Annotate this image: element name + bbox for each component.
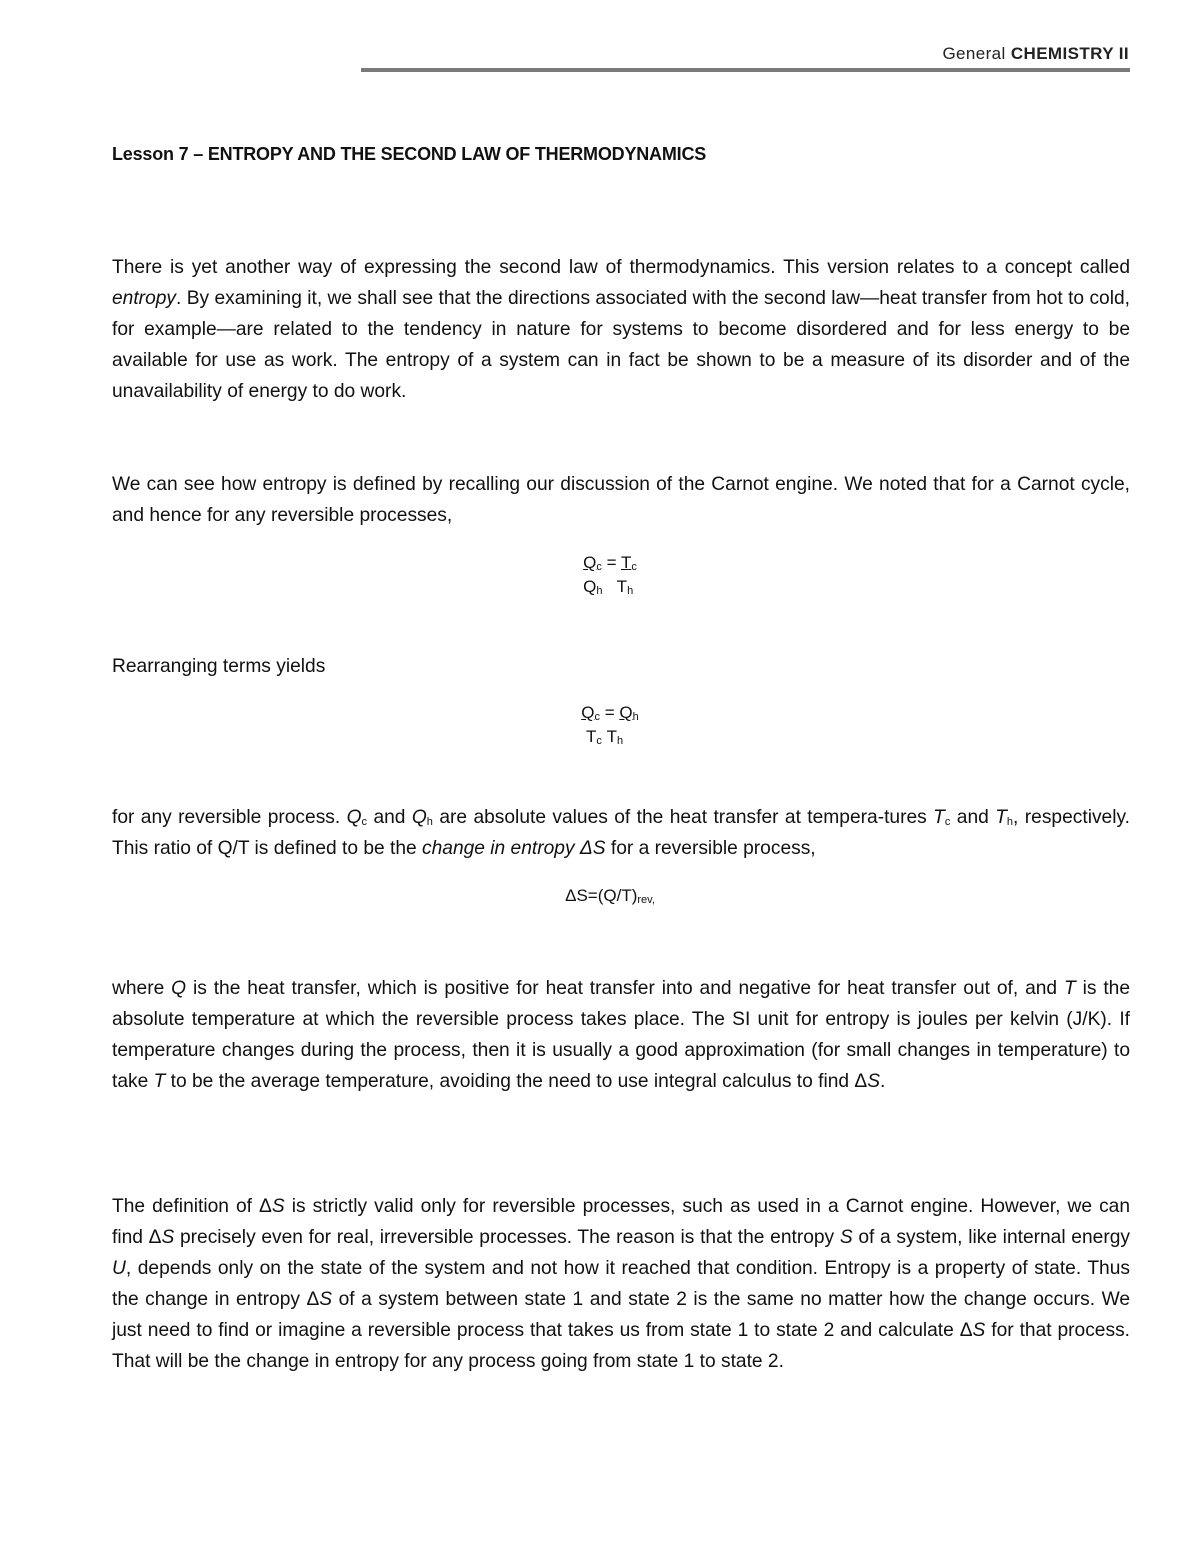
change-in-entropy-term: change in entropy ΔS: [422, 838, 606, 859]
entropy-term: entropy: [112, 288, 176, 309]
header-prefix: General: [942, 44, 1006, 63]
header-divider: [361, 68, 1130, 72]
paragraph-intro: There is yet another way of expressing the second law of thermodynamics. This version relates to a concept called entropy. By examining it, we shall see that the directions associated with the second law—heat transfer from hot to cold, for example—are related to the tendency in nature for systems to become disordered and for less energy to be available for use as work. The entropy of a system can in fact be shown to be a measure of its disorder and of the unavailability of energy to do work.: [112, 257, 1130, 402]
paragraph-heat-transfer: where Q is the heat transfer, which is positive for heat transfer into and negative for heat transfer out of, and T is the absolute temperature at which the reversible process takes place. The SI unit for entropy is joules per kelvin (J/K). If temperature changes during the process, then it is usually a good approximation (for small changes in temperature) to take T to be the average temperature, avoiding the need to use integral calculus to find ΔS.: [112, 978, 1130, 1092]
lesson-title: Lesson 7 – ENTROPY AND THE SECOND LAW OF THERMODYNAMICS: [112, 144, 707, 164]
equation-numerator-row: $Q_c = Q_h$: [581, 703, 639, 723]
equation-denominator-row: $T_c$ $T_h$: [586, 727, 624, 747]
equation-carnot-ratio: [0, 551, 1200, 599]
equation-denominator-row: $Q_h$ $T_h$: [583, 577, 634, 597]
equation-entropy-change: $\Delta S=(Q/T)_{rev,}$: [565, 886, 655, 906]
header-course: CHEMISTRY II: [1010, 44, 1129, 63]
equation-numerator-row: $Q_c = T_c$: [583, 553, 637, 573]
paragraph-state-function: The definition of ΔS is strictly valid only for reversible processes, such as used in a Carnot engine. However, we can find ΔS precisely even for real, irreversible processes. The reason is that the entropy S of a system, like internal energy U, depends only on the state of the system and not how it reached that condition. Entropy is a property of state. Thus the change in entropy ΔS of a system between state 1 and state 2 is the same no matter how the change occurs. We just need to find or imagine a reversible process that takes us from state 1 to state 2 and calculate ΔS for that process. That will be the change in entropy for any process going from state 1 to state 2.: [112, 1196, 1131, 1372]
paragraph-reversible-definition: for any reversible process. $Q_c$ and $Q_h$ are absolute values of the heat transfer at tempera-tures $T_c$ and $T_h$, respectively. This ratio of Q/T is defined to be the change in entropy ΔS for a reversible process,: [112, 807, 1130, 859]
page-header: [942, 44, 1129, 64]
paragraph-carnot: We can see how entropy is defined by recalling our discussion of the Carnot engine. We noted that for a Carnot cycle, and hence for any reversible processes,: [112, 474, 1130, 526]
equation-rearranged: [0, 701, 1200, 749]
paragraph-rearranging: Rearranging terms yields: [112, 656, 326, 677]
